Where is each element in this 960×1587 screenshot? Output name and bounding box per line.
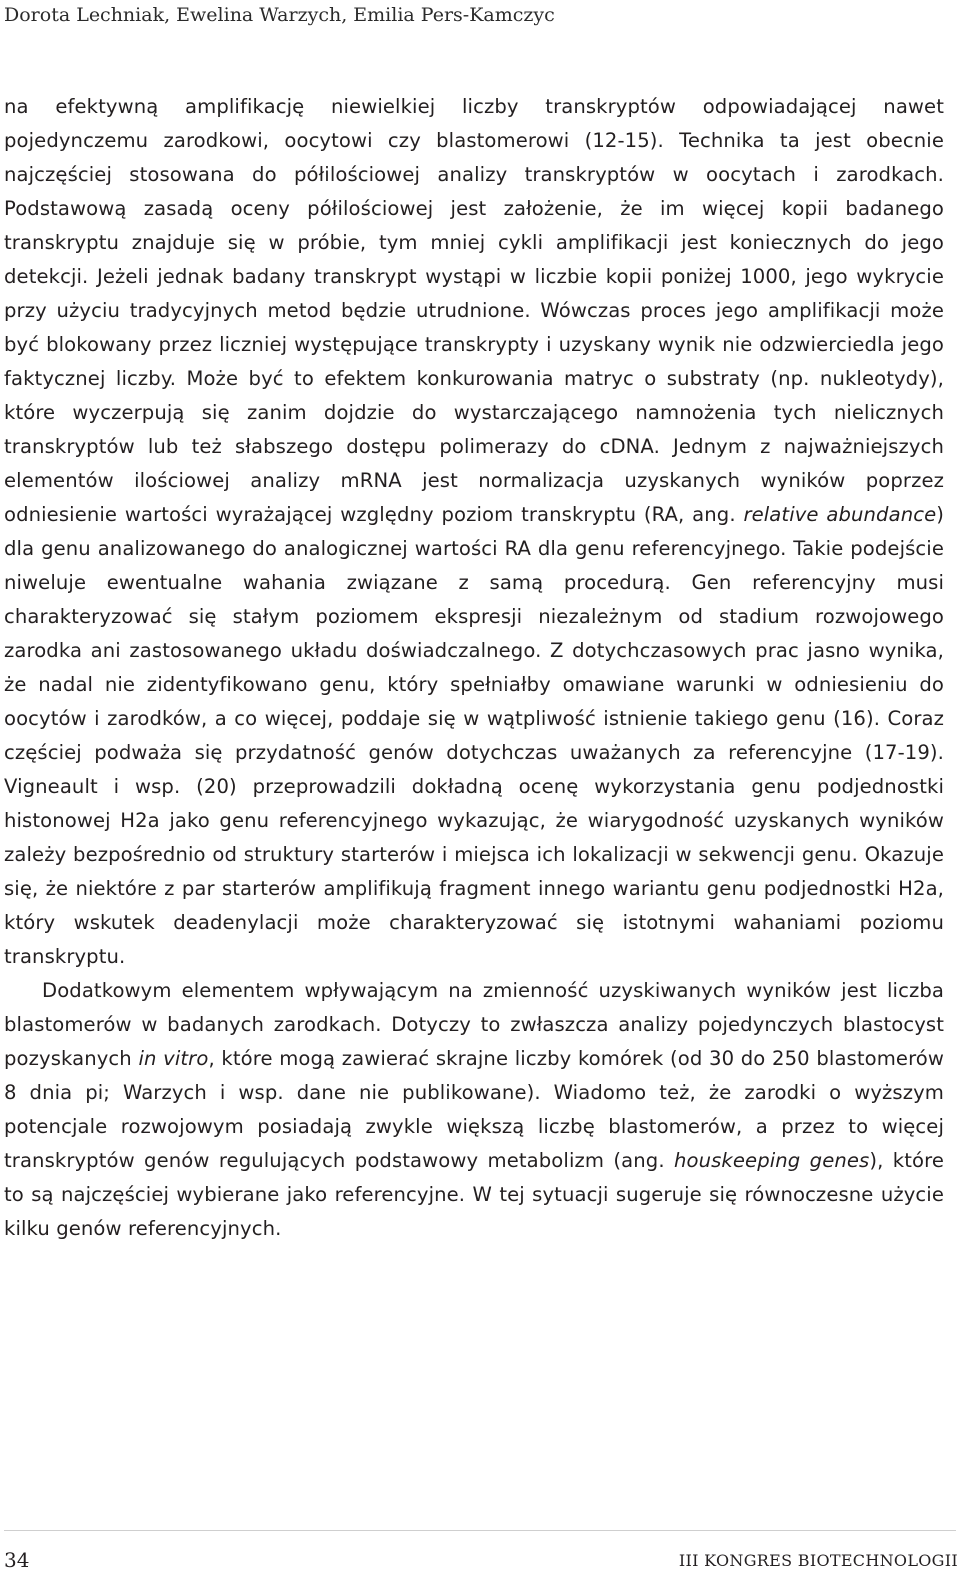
paragraph-2 <box>4 974 944 1246</box>
page-number: 34 <box>4 1548 30 1572</box>
footer-divider <box>4 1530 956 1531</box>
paragraph-1-text-a: na efektywną amplifikację niewielkiej liczby transkryptów odpowiadającej nawet pojedynczemu zarodkowi, oocytowi czy blastomerowi (12-15). Technika ta jest obecnie najczęściej stosowana do półilościowej analizy transkryptów w oocytach i zarodkach. Podstawową zasadą oceny półilościowej jest założenie, że im więcej kopii badanego transkryptu znajduje się w próbie, tym mniej cykli amplifikacji jest koniecznych do jego detekcji. Jeżeli jednak badany transkrypt wystąpi w liczbie kopii poniżej 1000, jego wykrycie przy użyciu tradycyjnych metod będzie utrudnione. Wówczas proces jego amplifikacji może być blokowany przez liczniej występujące transkrypty i uzyskany wynik nie odzwierciedla jego faktycznej liczby. Może być to efektem konkurowania matryc o substraty (np. nukleotydy), które wyczerpują się zanim dojdzie do wystarczającego namnożenia tych nielicznych transkryptów lub też słabszego dostępu polimerazy do cDNA. Jednym z najważniejszych elementów ilościowej analizy mRNA jest normalizacja uzyskanych wyników poprzez odniesienie wartości wyrażającej względny poziom transkryptu (RA, ang. <box>4 95 944 526</box>
paragraph-2-text-a: Dodatkowym elementem wpływającym na zmienność uzyskiwanych wyników jest liczba blastomerów w badanych zarodkach. Dotyczy to zwłaszcza analizy pojedynczych blastocyst pozyskanych <box>4 979 944 1070</box>
paragraph-2-italic-term-2: houskeeping genes <box>674 1149 870 1172</box>
paragraph-1-text-b: ) dla genu analizowanego do analogicznej wartości RA dla genu referencyjnego. Takie podejście niweluje ewentualne wahania związane z samą procedurą. Gen referencyjny musi charakteryzować się stałym poziomem ekspresji niezależnym od stadium rozwojowego zarodka ani zastosowanego układu doświadczalnego. Z dotychczasowych prac jasno wynika, że nadal nie zidentyfikowano genu, który spełniałby omawiane warunki w odniesieniu do oocytów i zarodków, a co więcej, poddaje się w wątpliwość istnienie takiego genu (16). Coraz częściej podważa się przydatność genów dotychczas uważanych za referencyjne (17-19). Vigneault i wsp. (20) przeprowadzili dokładną ocenę wykorzystania genu podjednostki histonowej H2a jako genu referencyjnego wykazując, że wiarygodność uzyskanych wyników zależy bezpośrednio od struktury starterów i miejsca ich lokalizacji w sekwencji genu. Okazuje się, że niektóre z par starterów amplifikują fragment innego wariantu genu podjednostki H2a, który wskutek deadenylacji może charakteryzować się istotnymi wahaniami poziomu transkryptu. <box>4 503 944 968</box>
footer-conference-name: III KONGRES BIOTECHNOLOGII <box>678 1551 958 1570</box>
running-header-authors: Dorota Lechniak, Ewelina Warzych, Emilia Pers-Kamczyc <box>4 4 555 26</box>
paragraph-2-text-c: ), które to są najczęściej wybierane jako referencyjne. W tej sytuacji sugeruje się równoczesne użycie kilku genów referencyjnych. <box>4 1149 944 1240</box>
article-body <box>4 90 944 1246</box>
paragraph-1-italic-term: relative abundance <box>743 503 937 526</box>
paragraph-2-italic-term-1: in vitro <box>138 1047 209 1070</box>
paragraph-2-text-b: , które mogą zawierać skrajne liczby komórek (od 30 do 250 blastomerów 8 dnia pi; Warzych i wsp. dane nie publikowane). Wiadomo też, że zarodki o wyższym potencjale rozwojowym posiadają zwykle większą liczbę blastomerów, a przez to więcej transkryptów genów regulujących podstawowy metabolizm (ang. <box>4 1047 945 1172</box>
paragraph-1 <box>4 90 944 974</box>
